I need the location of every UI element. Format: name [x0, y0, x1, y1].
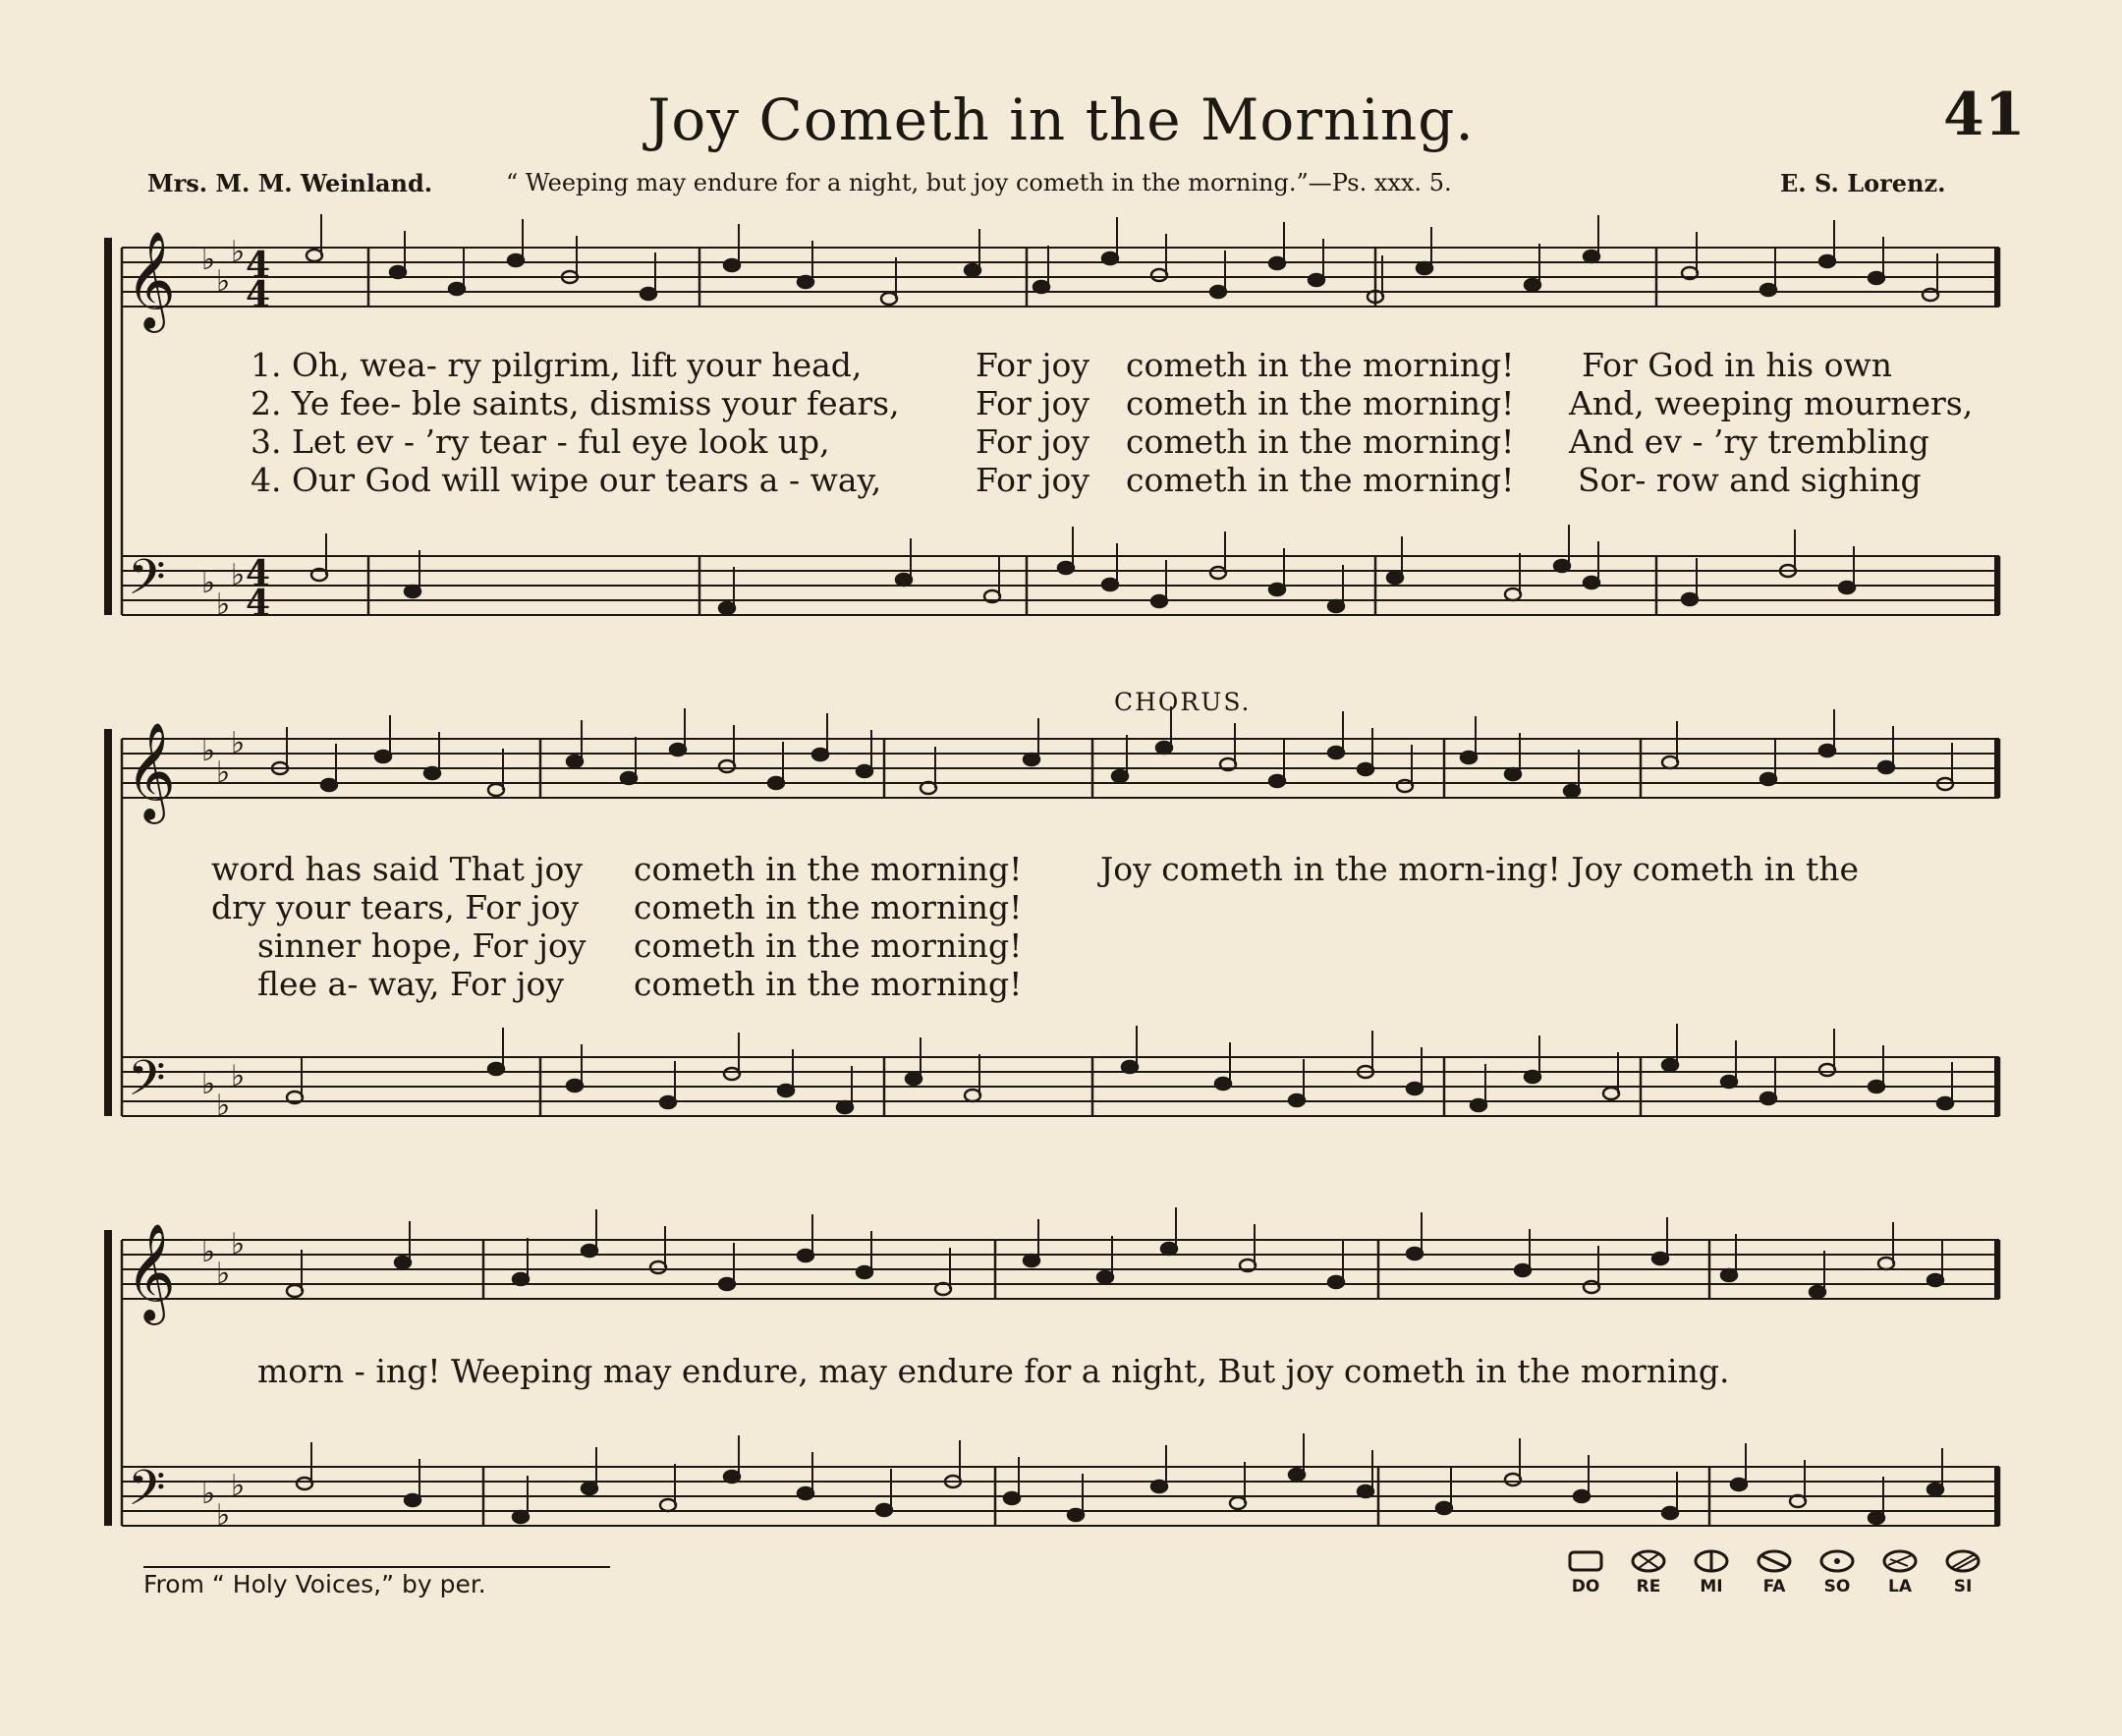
shape-note — [1156, 742, 1172, 754]
footer-rule — [143, 1566, 610, 1568]
solfege-fa: FA — [1751, 1548, 1798, 1596]
shape-note — [1436, 1502, 1452, 1514]
shape-note — [724, 259, 740, 271]
shape-note — [1603, 1088, 1619, 1099]
shape-note — [1289, 1469, 1305, 1481]
flat-icon: ♭ — [201, 1477, 216, 1511]
shape-note — [1819, 1064, 1835, 1076]
shape-note — [1112, 770, 1128, 782]
verse-2-line-d: And, weeping mourners, — [1569, 384, 1974, 422]
shape-note — [1927, 1484, 1943, 1495]
flat-icon: ♭ — [231, 1227, 246, 1261]
shape-note — [1269, 775, 1285, 787]
flat-icon: ♭ — [231, 1059, 246, 1093]
shape-note — [582, 1245, 597, 1257]
shape-note — [965, 264, 980, 276]
page-number: 41 — [1943, 81, 2026, 149]
time-signature-bottom: 4 — [246, 583, 271, 624]
la-shape-icon — [1880, 1548, 1920, 1574]
shape-note — [488, 784, 504, 796]
shape-note — [513, 1511, 529, 1523]
shape-note — [857, 765, 872, 777]
bass-clef-icon: 𝄢 — [128, 549, 166, 618]
end-bar-heavy — [1994, 1467, 1999, 1526]
composer-credit: E. S. Lorenz. — [1780, 169, 1946, 197]
shape-note — [1358, 763, 1373, 775]
shape-note — [1662, 1507, 1678, 1519]
shape-note — [1024, 1255, 1039, 1266]
shape-note — [1819, 255, 1835, 267]
shape-note — [1058, 562, 1074, 574]
shape-note — [1024, 754, 1039, 765]
verse-3-line-a: 3. Let ev - ’ry tear - ful eye look up, — [251, 422, 830, 461]
shape-note — [1097, 1271, 1113, 1283]
shape-note — [1923, 289, 1938, 301]
verse-2-line-b: For joy — [976, 384, 1089, 422]
end-bar-heavy — [1994, 556, 1999, 615]
verse-2-line-c: cometh in the morning! — [1126, 384, 1515, 422]
shape-note — [1269, 584, 1285, 595]
shape-note — [1407, 1083, 1423, 1094]
flat-icon: ♭ — [216, 1089, 231, 1123]
shape-note — [1033, 281, 1049, 293]
flat-icon: ♭ — [216, 1498, 231, 1533]
shape-note — [1564, 785, 1580, 797]
shape-note — [1407, 1248, 1423, 1260]
shape-note — [1505, 768, 1521, 780]
flat-icon: ♭ — [201, 1235, 216, 1269]
shape-note — [307, 250, 322, 261]
shape-note — [1584, 577, 1599, 588]
bass-clef-icon: 𝄢 — [128, 1050, 166, 1119]
shape-note — [582, 1483, 597, 1494]
verse-2-line-a: 2. Ye fee- ble saints, dismiss your fears, — [251, 384, 900, 422]
so-shape-icon — [1817, 1548, 1857, 1574]
shape-note — [1584, 251, 1599, 262]
shape-note — [1269, 257, 1285, 269]
shape-note — [798, 1487, 813, 1499]
verse-1-line-a: 1. Oh, wea- ry pilgrim, lift your head, — [251, 346, 863, 384]
shape-note — [567, 1080, 583, 1092]
verse-1-line2-b: cometh in the morning! — [634, 850, 1023, 888]
shape-note — [1760, 284, 1776, 296]
solfege-si: SI — [1939, 1548, 1986, 1596]
treble-clef-icon: 𝄞 — [126, 1223, 176, 1321]
verse-1-line-c: cometh in the morning! — [1126, 346, 1515, 384]
solfege-la: LA — [1876, 1548, 1924, 1596]
shape-note — [1682, 593, 1698, 605]
shape-note — [1230, 1497, 1246, 1509]
shape-note — [321, 779, 337, 791]
shape-note — [449, 283, 465, 295]
verse-3-line-c: cometh in the morning! — [1126, 422, 1515, 461]
time-signature-top: 4 — [246, 245, 271, 286]
source-footnote: From “ Holy Voices,” by per. — [143, 1570, 486, 1598]
verse-4-line-a: 4. Our God will wipe our tears a - way, — [251, 461, 882, 499]
system-brace-3 — [104, 1230, 112, 1526]
shape-note — [857, 1266, 872, 1278]
shape-note — [287, 1285, 303, 1297]
verse-4-line-b: For joy — [976, 461, 1089, 499]
solfege-do: DO — [1562, 1548, 1609, 1596]
shape-note — [1927, 1274, 1943, 1286]
shape-note — [641, 288, 656, 300]
shape-note — [1869, 1081, 1884, 1092]
verse-4-line2-a: flee a- way, For joy — [257, 965, 565, 1003]
shape-note — [650, 1261, 666, 1273]
shape-note — [1721, 1076, 1737, 1088]
shape-note — [405, 1494, 420, 1506]
shape-note — [1869, 272, 1884, 284]
shape-note — [1004, 1492, 1020, 1504]
flat-icon: ♭ — [201, 566, 216, 600]
verse-4-line2-b: cometh in the morning! — [634, 965, 1023, 1003]
shape-note — [405, 586, 420, 597]
shape-note — [1937, 1097, 1953, 1109]
solfege-legend — [1562, 1548, 1986, 1596]
shape-note — [1471, 1099, 1486, 1111]
re-shape-icon — [1629, 1548, 1668, 1574]
treble-clef-icon: 𝄞 — [126, 722, 176, 820]
flat-icon: ♭ — [231, 1469, 246, 1503]
bass-clef-icon: 𝄢 — [128, 1460, 166, 1529]
flat-icon: ♭ — [216, 588, 231, 622]
shape-note — [621, 772, 637, 784]
verse-1-line-d: For God in his own — [1582, 346, 1892, 384]
flat-icon: ♭ — [216, 1257, 231, 1291]
shape-note — [567, 756, 583, 767]
shape-note — [1102, 579, 1118, 590]
shape-note — [390, 266, 406, 278]
shape-note — [660, 1499, 676, 1511]
shape-note — [660, 1096, 676, 1108]
verse-3-line2-b: cometh in the morning! — [634, 926, 1023, 965]
shape-note — [1869, 1512, 1884, 1524]
mi-shape-icon — [1692, 1548, 1731, 1574]
shape-note — [1068, 1509, 1084, 1521]
shape-note — [1309, 274, 1324, 286]
shape-note — [798, 276, 813, 288]
hymn-title: Joy Cometh in the Morning. — [647, 86, 1475, 153]
shape-note — [1731, 1479, 1747, 1490]
verse-3-line-b: For joy — [976, 422, 1089, 461]
shape-note — [375, 751, 391, 762]
chorus-label: CHORUS. — [1114, 688, 1252, 716]
solfege-mi: MI — [1688, 1548, 1735, 1596]
shape-note — [876, 1504, 892, 1516]
shape-note — [1358, 1485, 1373, 1497]
shape-note — [719, 602, 735, 614]
shape-note — [778, 1085, 794, 1096]
verse-2-line2-a: dry your tears, For joy — [211, 888, 580, 926]
shape-note — [1810, 1286, 1825, 1298]
shape-note — [798, 1250, 813, 1261]
shape-note — [1662, 1059, 1678, 1071]
flat-icon: ♭ — [231, 558, 246, 592]
shape-note — [513, 1273, 529, 1285]
shape-note — [488, 1063, 504, 1075]
flat-icon: ♭ — [216, 264, 231, 299]
shape-note — [1461, 752, 1477, 763]
shape-note — [1397, 780, 1413, 792]
shape-note — [1760, 1092, 1776, 1104]
shape-note — [719, 1278, 735, 1290]
shape-note — [812, 749, 828, 760]
shape-note — [1878, 761, 1894, 773]
shape-note — [1210, 567, 1226, 579]
lyricist-credit: Mrs. M. M. Weinland. — [147, 169, 433, 197]
shape-note — [1662, 756, 1678, 768]
shape-note — [719, 760, 735, 772]
shape-note — [965, 1090, 980, 1101]
end-bar-heavy — [1994, 739, 1999, 798]
shape-note — [1878, 1258, 1894, 1269]
treble-clef-icon: 𝄞 — [126, 231, 176, 329]
shape-note — [1328, 1276, 1344, 1288]
shape-note — [724, 1471, 740, 1483]
chorus-lyric-line-1: Joy cometh in the morn-ing! Joy cometh in the — [1100, 850, 1860, 888]
verse-3-line-d: And ev - ’ry trembling — [1569, 422, 1929, 461]
time-signature-top: 4 — [246, 553, 271, 594]
shape-note — [1215, 1078, 1231, 1090]
shape-note — [1505, 1474, 1521, 1485]
si-shape-icon — [1943, 1548, 1982, 1574]
shape-note — [1721, 1269, 1737, 1281]
solfege-re: RE — [1625, 1548, 1672, 1596]
end-bar-heavy — [1994, 1240, 1999, 1299]
shape-note — [881, 293, 897, 305]
shape-note — [1210, 286, 1226, 298]
end-bar-heavy — [1994, 1057, 1999, 1116]
flat-icon: ♭ — [201, 734, 216, 768]
shape-note — [297, 1478, 312, 1489]
fa-shape-icon — [1755, 1548, 1794, 1574]
system-brace-1 — [104, 238, 112, 615]
flat-icon: ♭ — [231, 726, 246, 760]
shape-note — [1151, 595, 1167, 607]
flat-icon: ♭ — [201, 243, 216, 277]
end-bar-heavy — [1994, 248, 1999, 307]
shape-note — [1839, 582, 1855, 593]
shape-note — [1289, 1094, 1305, 1106]
shape-note — [1819, 745, 1835, 756]
shape-note — [1151, 1481, 1167, 1492]
verse-1-line2-a: word has said That joy — [211, 850, 584, 888]
scripture-epigraph: “ Weeping may endure for a night, but joy cometh in the morning.”—Ps. xxx. 5. — [506, 169, 1452, 196]
verse-3-line2-a: sinner hope, For joy — [257, 926, 586, 965]
shape-note — [1505, 588, 1521, 600]
system-brace-2 — [104, 729, 112, 1116]
shape-note — [1760, 773, 1776, 785]
shape-note — [1387, 572, 1403, 584]
shape-note — [424, 767, 440, 779]
shape-note — [1328, 600, 1344, 612]
shape-note — [508, 254, 524, 266]
shape-note — [1525, 1071, 1540, 1083]
flat-icon: ♭ — [231, 235, 246, 269]
shape-note — [1515, 1264, 1531, 1276]
shape-note — [670, 744, 686, 756]
chorus-lyric-line-2: morn - ing! Weeping may endure, may endure for a night, But joy cometh in the morning. — [257, 1352, 1730, 1390]
time-signature-bottom: 4 — [246, 274, 271, 315]
shape-note — [724, 1068, 740, 1080]
shape-note — [837, 1101, 853, 1113]
verse-2-line2-b: cometh in the morning! — [634, 888, 1023, 926]
shape-note — [768, 777, 784, 789]
shape-note — [1417, 262, 1432, 274]
verse-4-line-c: cometh in the morning! — [1126, 461, 1515, 499]
flat-icon: ♭ — [201, 1067, 216, 1101]
shape-note — [1525, 279, 1540, 291]
shape-note — [1574, 1490, 1590, 1502]
solfege-so: SO — [1814, 1548, 1861, 1596]
flat-icon: ♭ — [216, 756, 231, 790]
shape-note — [1554, 560, 1570, 572]
shape-note — [1102, 252, 1118, 264]
shape-note — [1328, 747, 1344, 758]
shape-note — [1584, 1281, 1599, 1293]
shape-note — [1151, 269, 1167, 281]
verse-4-line-d: Sor- row and sighing — [1578, 461, 1922, 499]
shape-note — [1122, 1061, 1138, 1073]
shape-note — [896, 574, 912, 586]
do-shape-icon — [1566, 1548, 1605, 1574]
shape-note — [395, 1257, 411, 1268]
verse-1-line-b: For joy — [976, 346, 1089, 384]
shape-note — [1652, 1253, 1668, 1264]
shape-note — [1161, 1243, 1177, 1255]
shape-note — [906, 1073, 921, 1085]
